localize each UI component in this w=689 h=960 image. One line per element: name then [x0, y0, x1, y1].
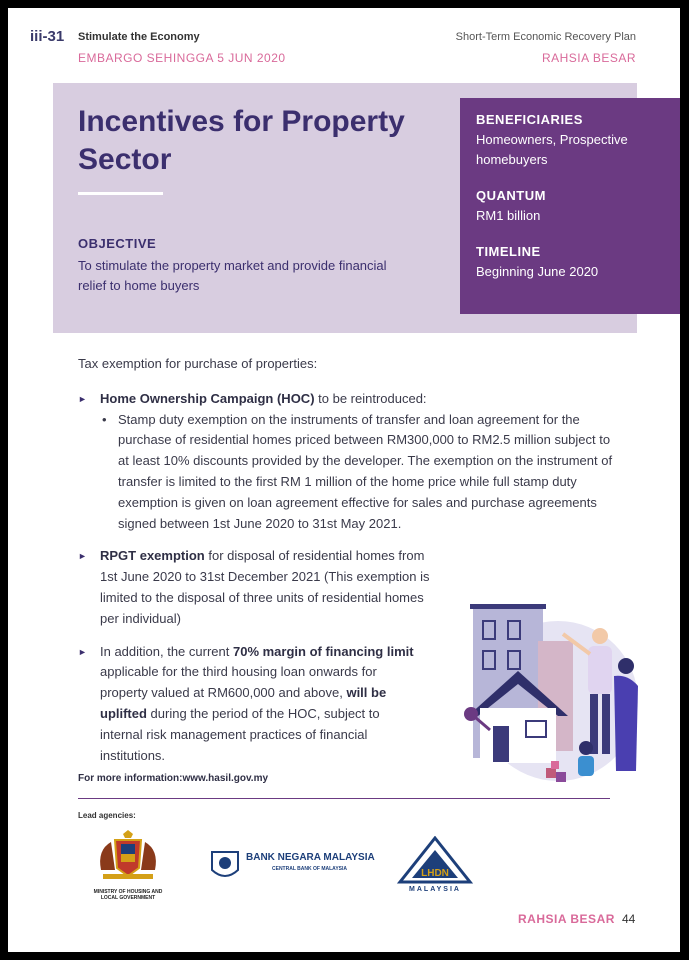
document-page — [8, 8, 680, 952]
item3-bold-b: will be uplifted — [100, 685, 387, 721]
item1-sub-text: Stamp duty exemption on the instruments of transfer and loan agreement for the purchase of residential homes priced between RM300,000 to RM2.5 million subject to at least 10% discounts provided by the developer. The exemption on the instrument of transfer is limited to the first RM 1 million of the home price while full stamp duty exemption is given on loan agreement effective for sales and purchase agreements signed between 1st June 2020 to 31st May 2021. — [118, 411, 613, 531]
child-figure — [579, 741, 593, 755]
intro-line: Tax exemption for purchase of properties: — [78, 356, 318, 371]
classification-label: RAHSIA BESAR — [541, 51, 636, 65]
sub-list-item — [100, 410, 618, 535]
ministry-logo — [93, 830, 163, 901]
arrow-bullet-icon: ► — [78, 393, 87, 404]
objective-text: To stimulate the property market and provide financial relief to home buyers — [78, 258, 387, 293]
arrow-bullet-icon: ► — [78, 646, 87, 657]
item3-text-c: during the period of the HOC, subject to internal risk management practices of financial institutions. — [100, 705, 380, 763]
lhdn-country: MALAYSIA — [409, 886, 461, 893]
bnm-name: BANK NEGARA MALAYSIA — [246, 852, 375, 863]
lhdn-wordmark: LHDN — [421, 868, 449, 879]
list-item — [78, 642, 418, 767]
family-house-illustration — [438, 596, 643, 801]
divider — [78, 798, 610, 799]
bnm-logo — [210, 848, 380, 882]
item3-text-a: In addition, the current — [100, 643, 233, 659]
dot-bullet-icon: • — [102, 411, 107, 427]
item3-text-b: applicable for the third housing loan onwards for property valued at RM600,000 and above, — [100, 664, 377, 701]
more-info-text: For more information:www.hasil.gov.my — [78, 773, 269, 784]
list-item — [78, 546, 438, 629]
summary-panel — [460, 98, 680, 314]
page-title: Incentives for Property Sector — [78, 105, 405, 176]
quantum-heading: QUANTUM — [476, 188, 546, 203]
lead-agencies-label: Lead agencies: — [78, 811, 136, 820]
item3-bold-a: 70% margin of financing limit — [232, 643, 414, 659]
father-figure — [592, 628, 608, 644]
mother-figure — [618, 658, 634, 674]
beneficiaries-heading: BENEFICIARIES — [476, 112, 583, 127]
bnm-emblem-icon — [210, 848, 240, 882]
page-number: 44 — [622, 912, 636, 926]
item2-heading: RPGT exemption — [100, 548, 205, 564]
coat-of-arms-icon — [93, 830, 163, 882]
section-title: Stimulate the Economy — [78, 31, 200, 43]
toy-block-icon — [546, 768, 556, 778]
timeline-value: Beginning June 2020 — [476, 264, 599, 279]
objective-heading: OBJECTIVE — [78, 236, 157, 251]
quantum-value: RM1 billion — [476, 208, 541, 223]
beneficiaries-value: Homeowners, Prospective homebuyers — [476, 132, 628, 167]
lhdn-logo — [396, 836, 474, 898]
arrow-bullet-icon: ► — [78, 551, 87, 562]
item1-heading: Home Ownership Campaign (HOC) — [100, 390, 315, 406]
title-underline — [78, 192, 163, 195]
item2-text: for disposal of residential homes from 1st June 2020 to 31st December 2021 (This exemption is limited to the disposal of three units of residential homes per individual) — [100, 548, 430, 626]
timeline-heading: TIMELINE — [476, 244, 541, 259]
footer-classification: RAHSIA BESAR — [518, 912, 615, 926]
lhdn-triangle-icon — [396, 836, 474, 886]
ministry-name: MINISTRY OF HOUSING AND LOCAL GOVERNMENT — [93, 889, 163, 901]
plan-title: Short-Term Economic Recovery Plan — [455, 31, 636, 43]
section-code: iii-31 — [30, 28, 65, 45]
embargo-label: EMBARGO SEHINGGA 5 JUN 2020 — [78, 51, 286, 65]
list-item — [78, 389, 618, 535]
bnm-subtitle: CENTRAL BANK OF MALAYSIA — [272, 866, 348, 872]
item1-text: to be reintroduced: — [314, 390, 427, 406]
